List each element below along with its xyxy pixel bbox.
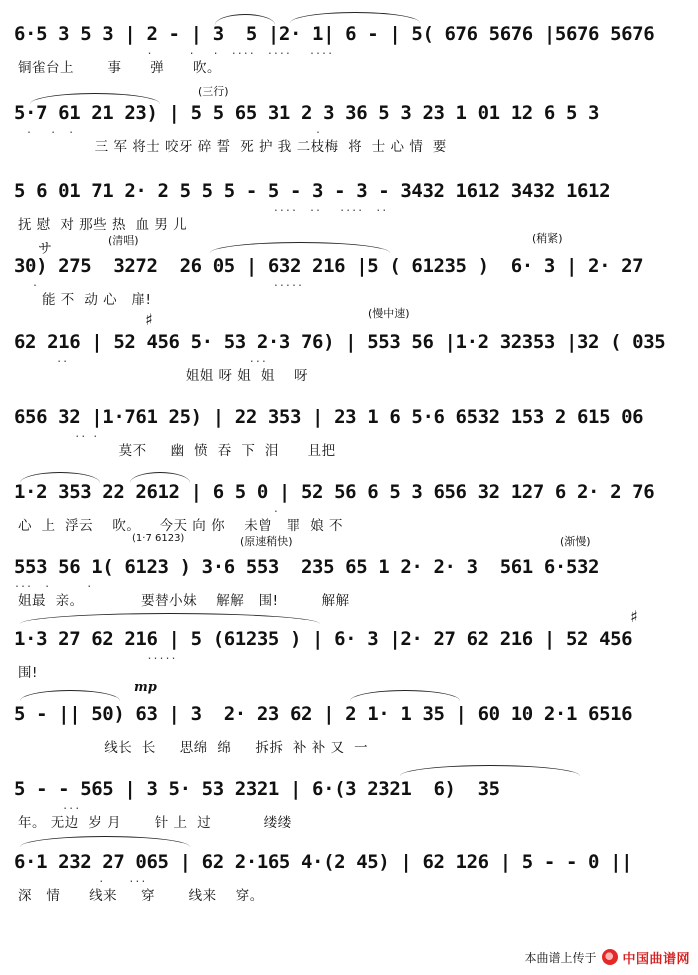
tempo-annotation: (慢中速)	[368, 307, 410, 320]
lyric-line: 姐最 亲。 要替小妹 解解 围! 解解	[18, 593, 350, 609]
notation-line: 30) 275 3272 26 05 | 632 216 |5 ( 61235 ) 6· 3 | 2· 27	[14, 255, 644, 277]
score-line-7	[0, 478, 698, 558]
rhythm-marks: . ...	[14, 876, 147, 884]
lyric-line: 深 情 线来 穿 线来 穿。	[18, 888, 264, 904]
lyric-line: 莫不 幽 愤 吞 下 泪 且把	[18, 443, 336, 459]
rhythm-marks: .....	[14, 653, 177, 661]
site-brand[interactable]: 中国曲谱网	[622, 951, 690, 967]
rhythm-marks: .... .. .... ..	[14, 205, 388, 213]
lyric-line: 铜雀台上 事 弹 吹。	[18, 60, 222, 76]
upload-text: 本曲谱上传于	[524, 950, 597, 965]
expression-annotation: (清唱)	[108, 234, 139, 247]
notation-line: 6·5 3 5 3 | 2 - | 3 5 |2· 1| 6 - | 5( 676 5676 |5676 5676	[14, 23, 655, 45]
tempo-annotation: (原速稍快)	[240, 535, 293, 548]
slur-mark	[290, 12, 420, 23]
score-line-1	[0, 20, 698, 100]
score-line-6	[0, 403, 698, 483]
slur-mark	[215, 14, 275, 25]
notation-line: 6·1 232 27 065 | 62 2·165 4·(2 45) | 62 126 | 5 - - 0 ||	[14, 851, 633, 873]
free-rhythm-mark: サ	[38, 241, 52, 257]
tempo-annotation: (三行)	[198, 85, 229, 98]
rhythm-marks: . .....	[14, 280, 310, 288]
lyric-line: 线长 长 思绵 绵 拆拆 补 补 又 一	[18, 740, 369, 756]
rhythm-marks: . . . .... .... ....	[14, 48, 334, 56]
lyric-line: 年。 无边 岁 月 针 上 过 缕缕	[18, 815, 292, 831]
lyric-line: 三 军 将士 咬牙 碎 誓 死 护 我 二枝梅 将 士 心 情 要	[18, 139, 447, 155]
rhythm-marks	[14, 728, 686, 736]
notation-line: 1·3 27 62 216 | 5 (61235 ) | 6· 3 |2· 27 62 216 | 52 456	[14, 628, 633, 650]
tempo-annotation: (稍紧)	[532, 232, 563, 245]
score-line-4	[0, 232, 698, 332]
lyric-line: 围!	[18, 665, 38, 681]
notation-line: 62 216 | 52 456 5· 53 2·3 76) | 553 56 |1·2 32353 |32 ( 035	[14, 331, 666, 353]
rhythm-marks: .	[14, 506, 279, 514]
rhythm-marks: .. .	[14, 431, 99, 439]
lyric-line: 抚 慰 对 那些 热 血 男 儿	[18, 217, 188, 233]
tempo-annotation: (渐慢)	[560, 535, 591, 548]
rhythm-marks: . . . .	[14, 127, 322, 135]
notation-line: 5·7 61 21 23) | 5 5 65 31 2 3 36 5 3 23 1 01 12 6 5 3	[14, 102, 600, 124]
rhythm-marks: ...	[14, 803, 81, 811]
notation-line: 656 32 |1·761 25) | 22 353 | 23 1 6 5·6 6532 153 2 615 06	[14, 406, 644, 428]
score-line-10	[0, 680, 698, 780]
sharp-sign: ♯	[145, 310, 153, 329]
notation-line: 5 6 01 71 2· 2 5 5 5 - 5 - 3 - 3 - 3432 1612 3432 1612	[14, 180, 611, 202]
score-line-12	[0, 848, 698, 928]
rhythm-marks: .. ...	[14, 356, 267, 364]
rhythm-marks: ... . .	[14, 581, 93, 589]
sharp-sign: ♯	[630, 607, 638, 626]
notation-line: 1·2 353 22 2612 | 6 5 0 | 52 56 6 5 3 656 32 127 6 2· 2 76	[14, 481, 655, 503]
notation-line: 5 - - 565 | 3 5· 53 2321 | 6·(3 2321 6) 35	[14, 778, 500, 800]
score-line-5	[0, 307, 698, 408]
notation-line: 553 56 1( 6123 ) 3·6 553 235 65 1 2· 2· 3 561 6·532	[14, 556, 600, 578]
red-swirl-logo-icon	[602, 949, 618, 965]
lyric-line: 心 上 浮云 吹。 今天 向 你 未曾 罪 娘 不	[18, 518, 343, 534]
score-line-2	[0, 85, 698, 179]
notation-line: 5 - || 50) 63 | 3 2· 23 62 | 2 1· 1 35 | 60 10 2·1 6516	[14, 703, 633, 725]
dynamic-mark: mp	[134, 680, 157, 695]
lyric-line: 能 不 动 心 扉!	[18, 292, 152, 308]
lyric-line: 姐姐 呀 姐 姐 呀	[18, 368, 309, 384]
site-footer	[524, 945, 690, 969]
bracket-annotation: (1·7 6123)	[132, 533, 185, 544]
